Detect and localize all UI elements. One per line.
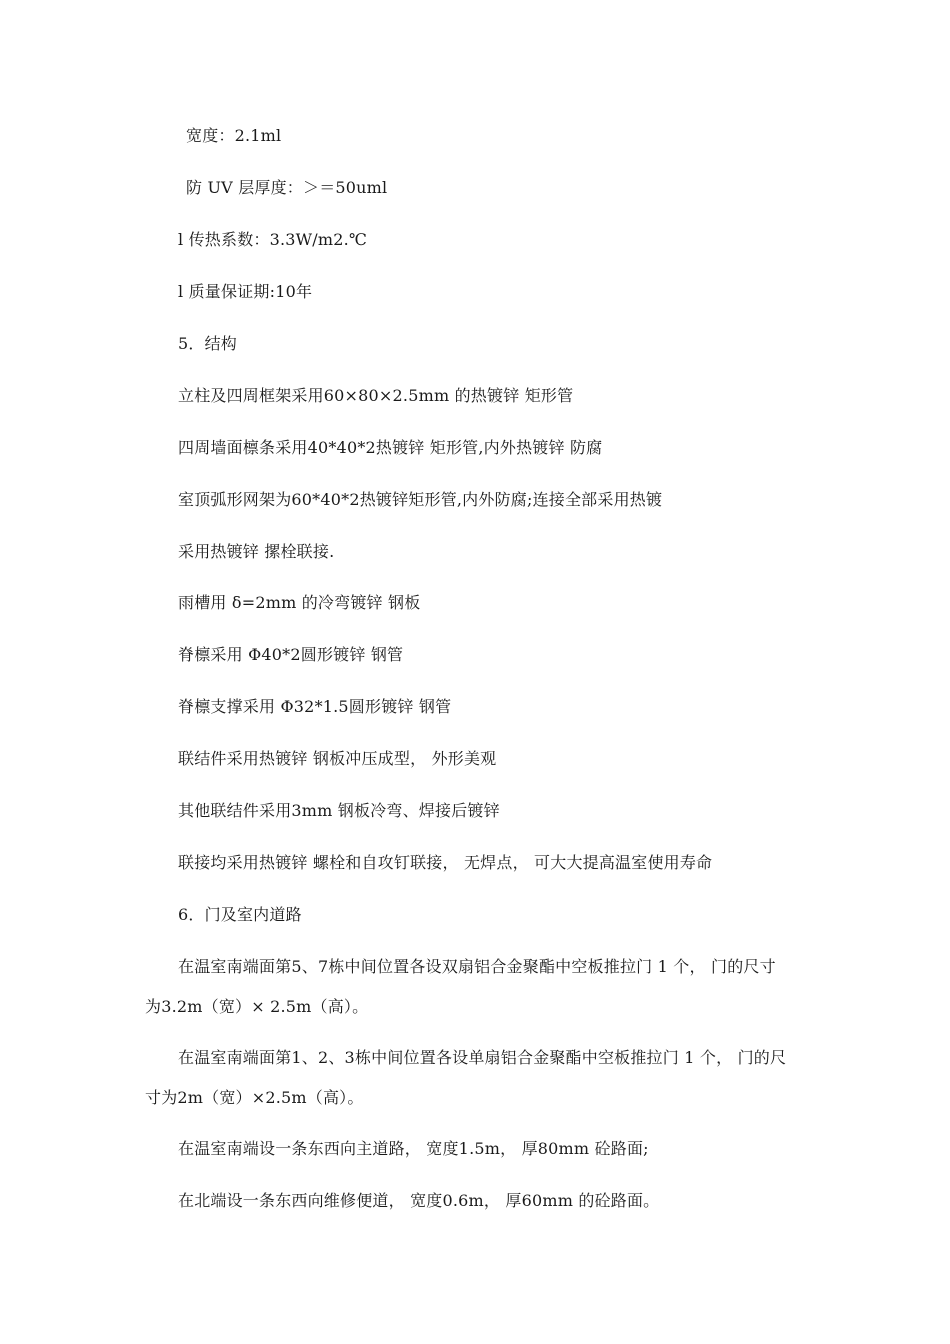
structure-item: 脊檩采用 Φ40*2圆形镀锌 钢管 bbox=[178, 645, 404, 664]
structure-item: 联接均采用热镀锌 螺栓和自攻钉联接， 无焊点， 可大大提高温室使用寿命 bbox=[178, 853, 713, 872]
section-5-heading: 5．结构 bbox=[178, 334, 237, 353]
structure-item: 联结件采用热镀锌 钢板冲压成型， 外形美观 bbox=[178, 749, 497, 768]
door-paragraph-1-line-1: 在温室南端面第5、7栋中间位置各设双扇铝合金聚酯中空板推拉门 1 个， 门的尺寸 bbox=[178, 957, 776, 976]
door-paragraph-2-line-2: 寸为2m（宽）×2.5m（高）。 bbox=[145, 1088, 364, 1107]
structure-item: 雨槽用 δ=2mm 的冷弯镀锌 钢板 bbox=[178, 593, 421, 612]
structure-item: 室顶弧形网架为60*40*2热镀锌矩形管,内外防腐;连接全部采用热镀 bbox=[178, 490, 663, 509]
spec-width: 宽度：2.1ml bbox=[186, 126, 282, 145]
structure-item: 采用热镀锌 摞栓联接. bbox=[178, 542, 335, 561]
section-6-heading: 6．门及室内道路 bbox=[178, 905, 302, 924]
spec-heat-transfer: l 传热系数：3.3W/m2.℃ bbox=[178, 230, 368, 249]
spec-warranty: l 质量保证期:10年 bbox=[178, 282, 313, 301]
door-paragraph-2-line-1: 在温室南端面第1、2、3栋中间位置各设单扇铝合金聚酯中空板推拉门 1 个， 门的尺 bbox=[178, 1048, 787, 1067]
structure-item: 脊檩支撑采用 Φ32*1.5圆形镀锌 钢管 bbox=[178, 697, 452, 716]
spec-uv-layer: 防 UV 层厚度：＞＝50uml bbox=[186, 178, 388, 197]
service-road-text: 在北端设一条东西向维修便道， 宽度0.6m， 厚60mm 的砼路面。 bbox=[178, 1191, 660, 1210]
structure-item: 其他联结件采用3mm 钢板冷弯、焊接后镀锌 bbox=[178, 801, 500, 820]
main-road-text: 在温室南端设一条东西向主道路， 宽度1.5m， 厚80mm 砼路面; bbox=[178, 1139, 649, 1158]
structure-item: 立柱及四周框架采用60×80×2.5mm 的热镀锌 矩形管 bbox=[178, 386, 574, 405]
structure-item: 四周墙面檩条采用40*40*2热镀锌 矩形管,内外热镀锌 防腐 bbox=[178, 438, 603, 457]
door-paragraph-1-line-2: 为3.2m（宽）× 2.5m（高）。 bbox=[145, 997, 369, 1016]
